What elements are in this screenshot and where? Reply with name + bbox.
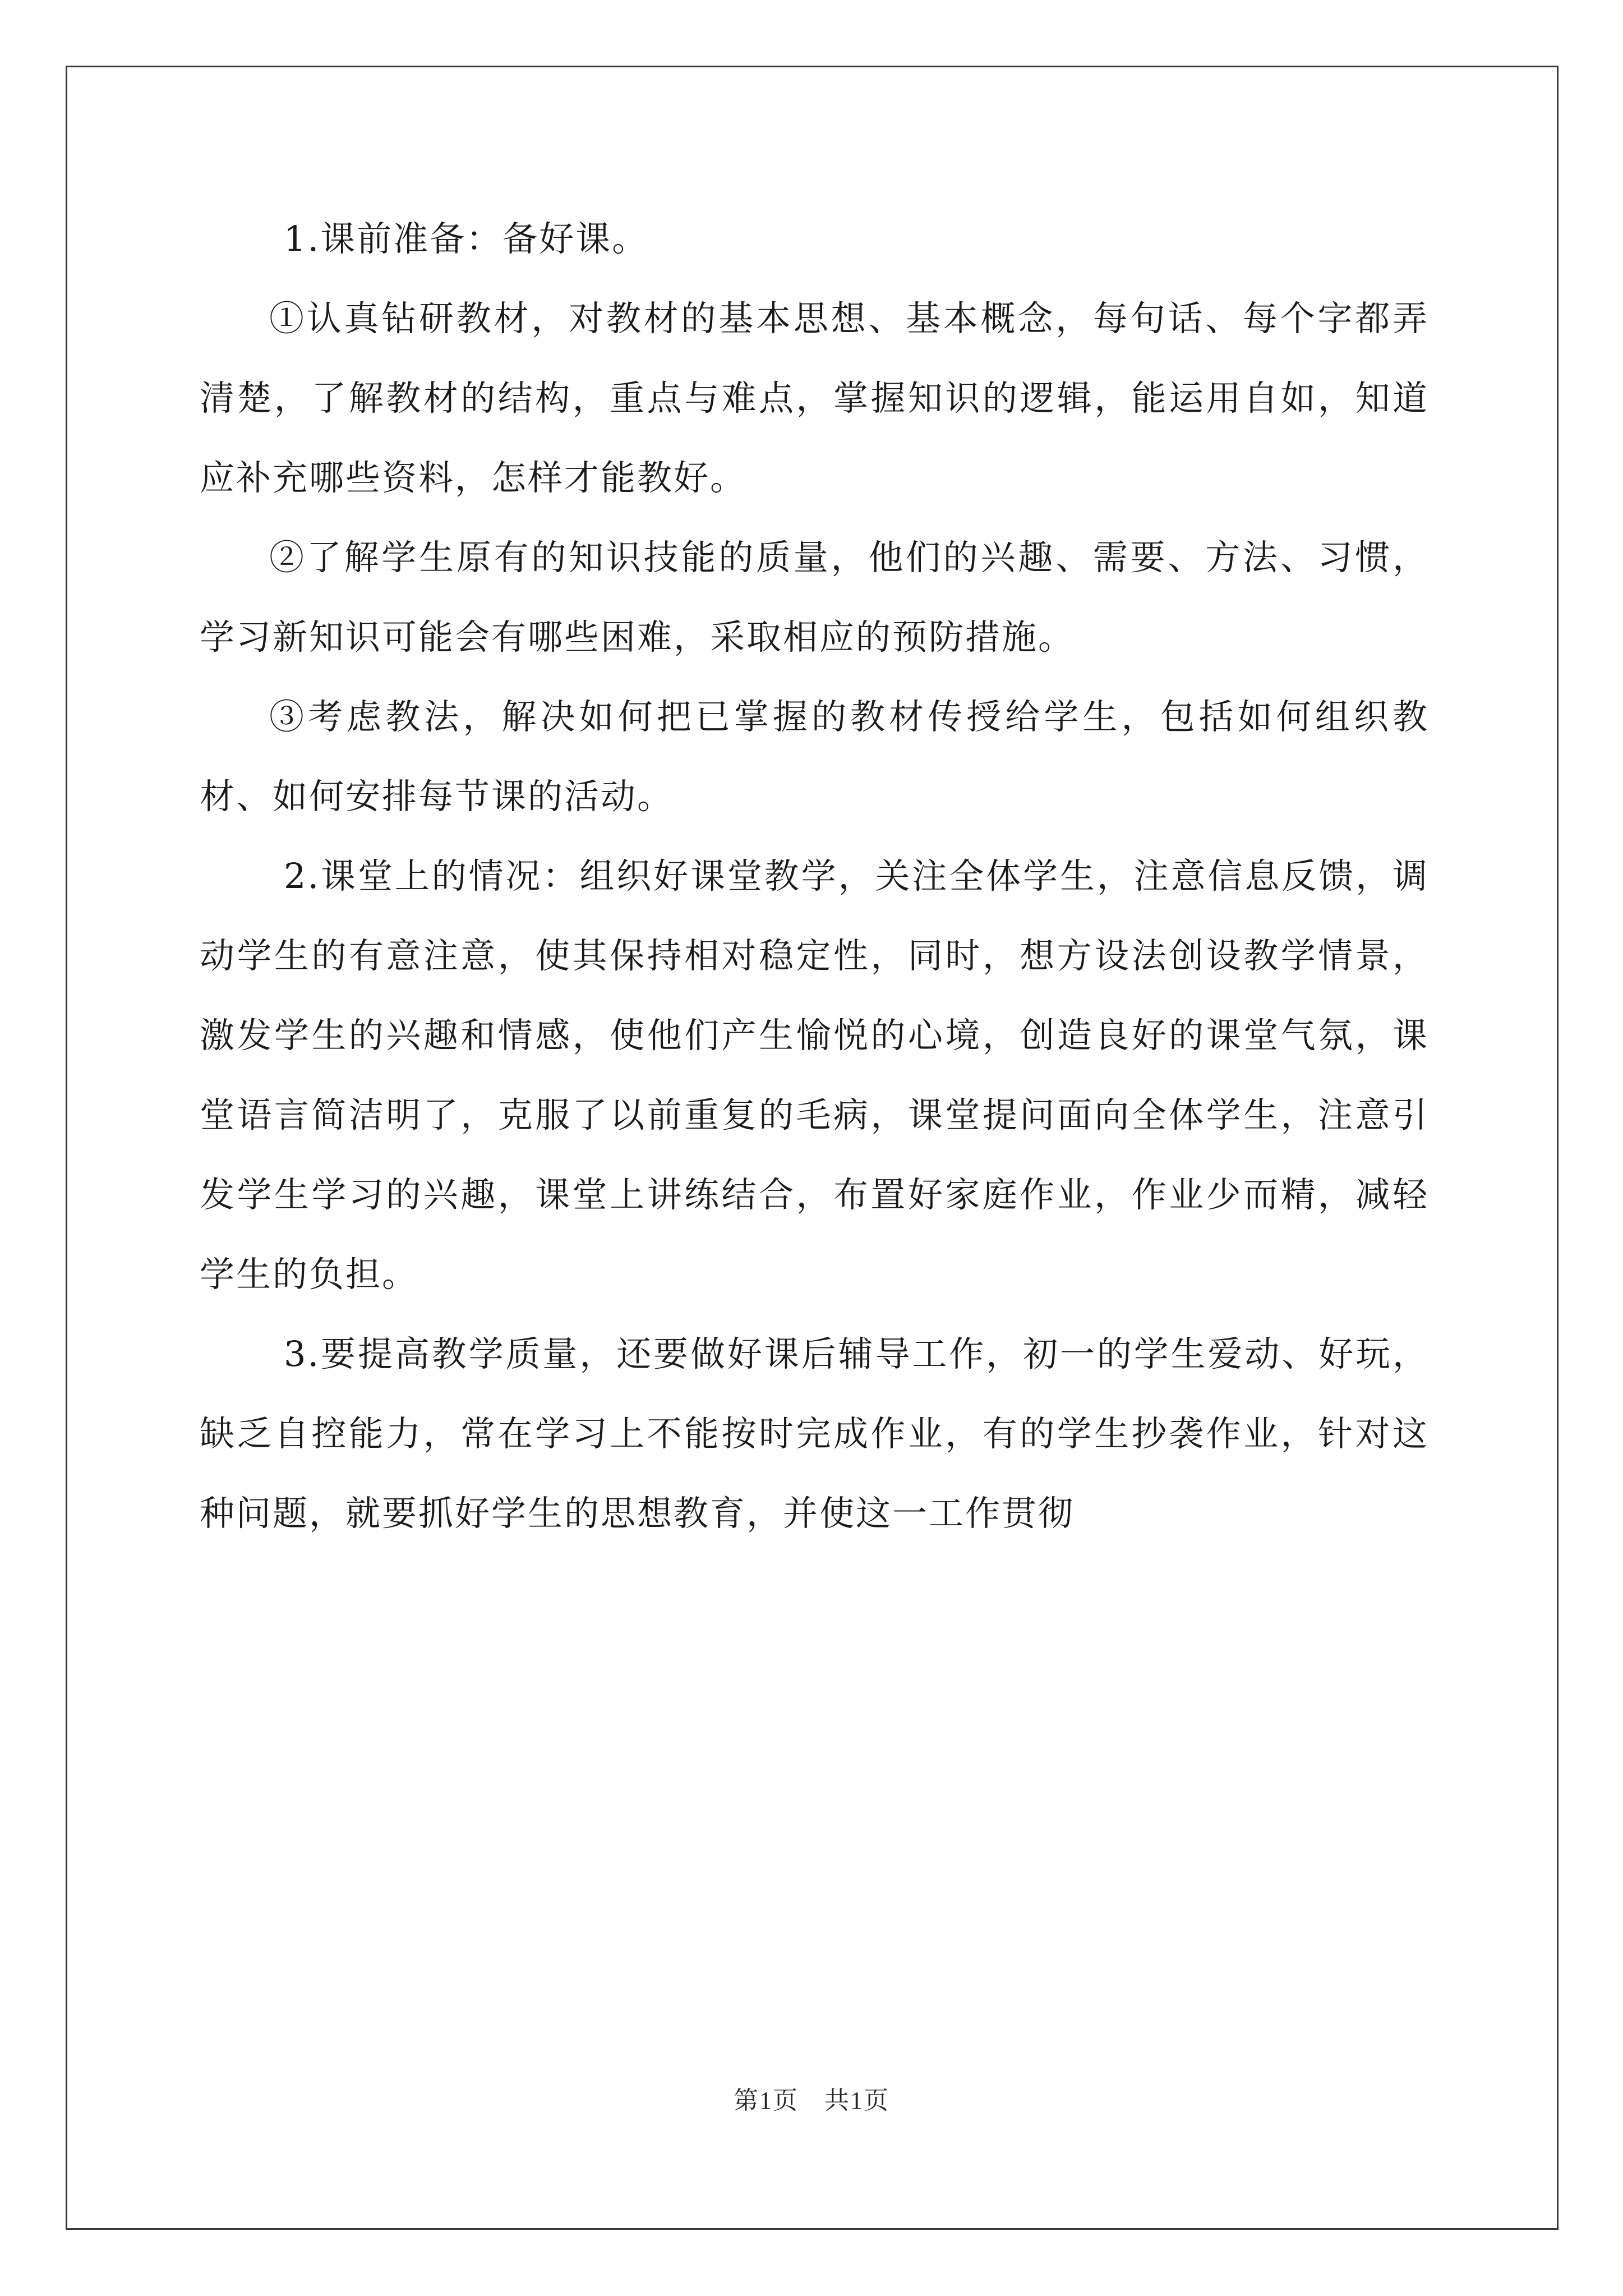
- paragraph-study-materials: ①认真钻研教材，对教材的基本思想、基本概念，每句话、每个字都弄清楚，了解教材的结构，重点与难点，掌握知识的逻辑，能运用自如，知道应补充哪些资料，怎样才能教好。: [200, 298, 1429, 498]
- paragraph-classroom-situation: 2.课堂上的情况：组织好课堂教学，关注全体学生，注意信息反馈，调动学生的有意注意，使其保持相对稳定性，同时，想方设法创设教学情景，激发学生的兴趣和情感，使他们产生愉悦的心境，创造良好的课堂气氛，课堂语言简洁明了，克服了以前重复的毛病，课堂提问面向全体学生，注意引发学生学习的兴趣，课堂上讲练结合，布置好家庭作业，作业少而精，减轻学生的负担。: [200, 855, 1429, 1295]
- page-footer: [0, 2080, 1623, 2116]
- paragraph-after-class-tutoring: 3.要提高教学质量，还要做好课后辅导工作，初一的学生爱动、好玩，缺乏自控能力，常在学习上不能按时完成作业，有的学生抄袭作业，针对这种问题，就要抓好学生的思想教育，并使这一工作贯彻: [200, 1333, 1429, 1534]
- document-body: [200, 199, 1429, 1553]
- page-number: 第1页: [734, 2087, 799, 2114]
- paragraph-lesson-prep: 1.课前准备：备好课。: [284, 218, 649, 259]
- page-total: 共1页: [824, 2087, 889, 2114]
- paragraph-teaching-methods: ③考虑教法，解决如何把已掌握的教材传授给学生，包括如何组织教材、如何安排每节课的活动。: [200, 696, 1429, 817]
- paragraph-understand-students: ②了解学生原有的知识技能的质量，他们的兴趣、需要、方法、习惯，学习新知识可能会有哪些困难，采取相应的预防措施。: [200, 537, 1429, 657]
